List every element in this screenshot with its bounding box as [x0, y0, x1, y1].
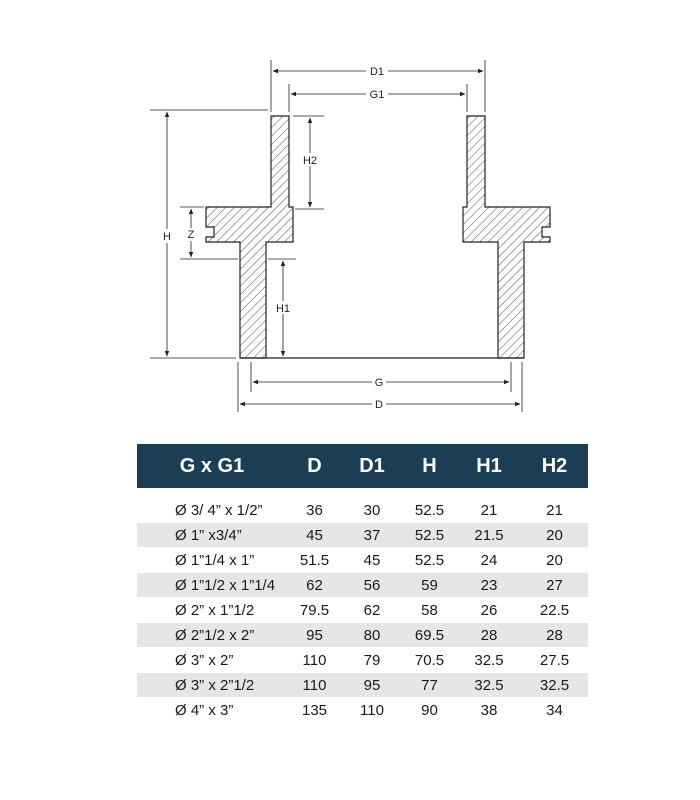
header-h: H	[402, 444, 457, 489]
table-header-row	[137, 444, 588, 489]
value-cell: 24	[457, 548, 521, 573]
size-cell: Ø 1”1/4 x 1”	[137, 548, 287, 573]
dimensions-table	[137, 444, 588, 722]
value-cell: 21	[521, 498, 588, 523]
value-cell: 70.5	[402, 648, 457, 673]
value-cell: 80	[342, 623, 402, 648]
table-row	[137, 523, 588, 548]
value-cell: 38	[457, 698, 521, 723]
value-cell: 52.5	[402, 523, 457, 548]
z-label: Z	[187, 229, 195, 241]
size-cell: Ø 3” x 2”	[137, 648, 287, 673]
value-cell: 52.5	[402, 548, 457, 573]
table-row	[137, 648, 588, 673]
value-cell: 90	[402, 698, 457, 723]
value-cell: 110	[342, 698, 402, 723]
size-cell: Ø 4” x 3”	[137, 698, 287, 723]
table-row	[137, 598, 588, 623]
g-label: G	[374, 377, 384, 389]
value-cell: 79	[342, 648, 402, 673]
value-cell: 110	[287, 673, 342, 698]
table-row	[137, 498, 588, 523]
size-cell: Ø 2”1/2 x 2”	[137, 623, 287, 648]
header-h1: H1	[457, 444, 521, 489]
value-cell: 26	[457, 598, 521, 623]
header-d: D	[287, 444, 342, 489]
value-cell: 23	[457, 573, 521, 598]
h1-label: H1	[275, 303, 291, 315]
value-cell: 95	[342, 673, 402, 698]
value-cell: 51.5	[287, 548, 342, 573]
value-cell: 28	[521, 623, 588, 648]
h2-label: H2	[302, 155, 318, 167]
table-row	[137, 673, 588, 698]
d1-label: D1	[369, 66, 385, 78]
value-cell: 27.5	[521, 648, 588, 673]
value-cell: 79.5	[287, 598, 342, 623]
value-cell: 110	[287, 648, 342, 673]
value-cell: 77	[402, 673, 457, 698]
table-row	[137, 698, 588, 723]
value-cell: 22.5	[521, 598, 588, 623]
value-cell: 27	[521, 573, 588, 598]
right-wall-section	[463, 116, 550, 358]
h-label: H	[163, 231, 171, 243]
value-cell: 32.5	[457, 673, 521, 698]
table-row	[137, 623, 588, 648]
size-cell: Ø 3/ 4” x 1/2”	[137, 498, 287, 523]
value-cell: 62	[287, 573, 342, 598]
table-row	[137, 548, 588, 573]
value-cell: 59	[402, 573, 457, 598]
d-label: D	[375, 399, 383, 411]
size-cell: Ø 1” x3/4”	[137, 523, 287, 548]
table-body	[137, 489, 588, 723]
size-cell: Ø 3” x 2”1/2	[137, 673, 287, 698]
value-cell: 56	[342, 573, 402, 598]
value-cell: 135	[287, 698, 342, 723]
header-h2: H2	[521, 444, 588, 489]
header-d1: D1	[342, 444, 402, 489]
value-cell: 58	[402, 598, 457, 623]
value-cell: 37	[342, 523, 402, 548]
header-g-x-g1: G x G1	[137, 444, 287, 489]
value-cell: 32.5	[457, 648, 521, 673]
g1-label: G1	[369, 89, 385, 101]
left-wall-section	[206, 116, 293, 358]
size-cell: Ø 1”1/2 x 1”1/4	[137, 573, 287, 598]
value-cell: 28	[457, 623, 521, 648]
value-cell: 21.5	[457, 523, 521, 548]
value-cell: 20	[521, 523, 588, 548]
value-cell: 21	[457, 498, 521, 523]
value-cell: 30	[342, 498, 402, 523]
value-cell: 52.5	[402, 498, 457, 523]
table-row	[137, 573, 588, 598]
value-cell: 36	[287, 498, 342, 523]
value-cell: 20	[521, 548, 588, 573]
value-cell: 34	[521, 698, 588, 723]
value-cell: 95	[287, 623, 342, 648]
value-cell: 69.5	[402, 623, 457, 648]
size-cell: Ø 2” x 1”1/2	[137, 598, 287, 623]
value-cell: 62	[342, 598, 402, 623]
value-cell: 32.5	[521, 673, 588, 698]
value-cell: 45	[342, 548, 402, 573]
value-cell: 45	[287, 523, 342, 548]
